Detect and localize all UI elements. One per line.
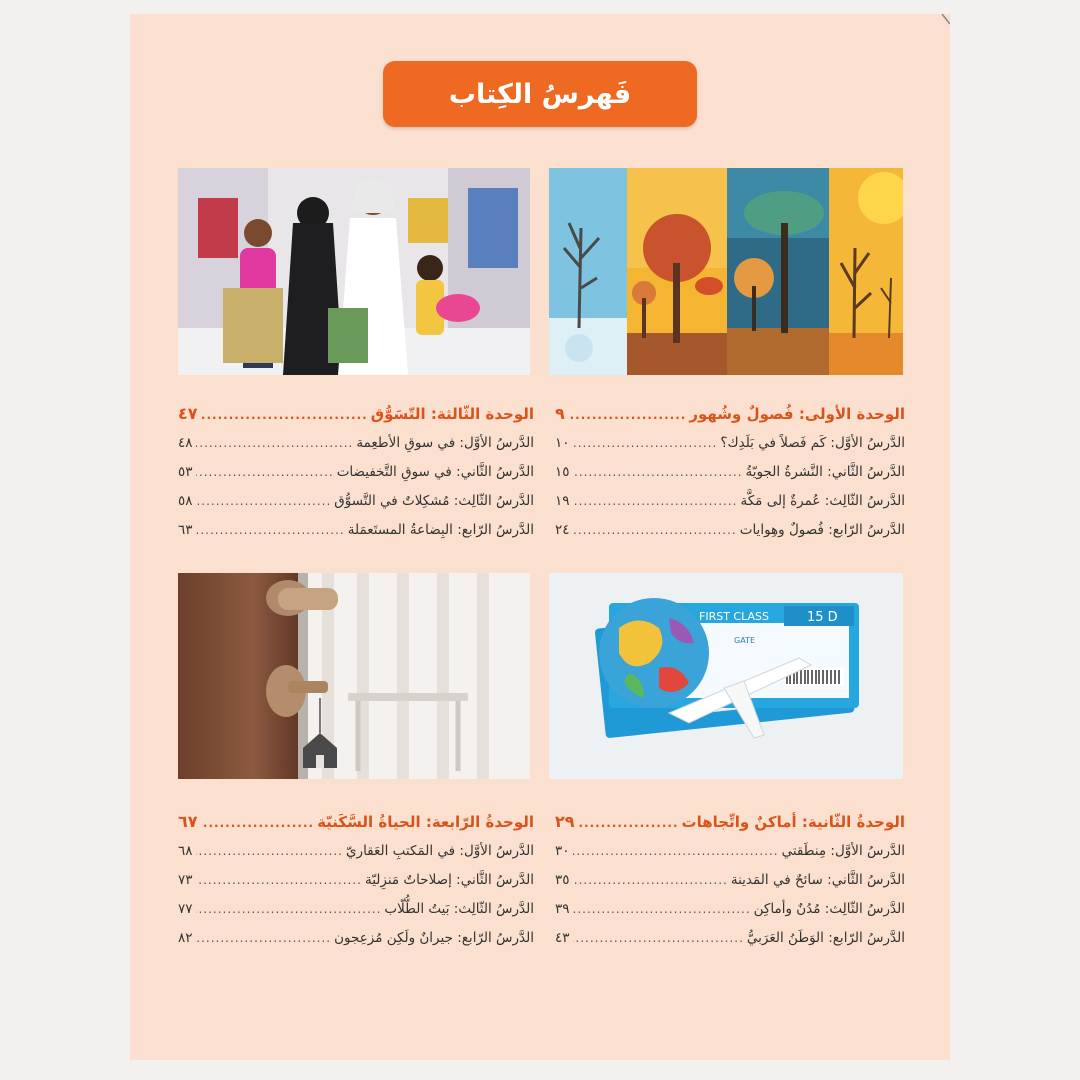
unit2-title-row[interactable]: [555, 812, 905, 843]
unit1-toc: [555, 404, 905, 551]
lesson-row[interactable]: [178, 872, 534, 901]
unit3-title-row[interactable]: [178, 404, 534, 435]
lesson-page-number: ٨٢: [178, 930, 193, 946]
unit3-title: الوحدة الثّالثة: التّسَوُّق: [370, 405, 534, 423]
unit1-seasons-image: [549, 168, 903, 375]
lesson-page-number: ١٩: [555, 493, 570, 509]
lesson-row[interactable]: [555, 522, 905, 551]
lesson-page-number: ٦٨: [178, 843, 193, 859]
dot-leader: [196, 436, 354, 450]
unit3-page-number: ٤٧: [178, 404, 198, 423]
dot-leader: [196, 494, 332, 508]
dot-leader: [568, 408, 687, 422]
dot-leader: [573, 902, 751, 916]
lesson-label: الدَّرسُ الثَّاني: النَّشرةُ الجويّةُ: [745, 464, 905, 480]
lesson-label: الدَّرسُ الأوَّل: مِنطَقتي: [781, 843, 905, 859]
lesson-row[interactable]: [178, 464, 534, 493]
lesson-page-number: ٤٣: [555, 930, 570, 946]
lesson-row[interactable]: [178, 930, 534, 959]
unit4-toc: [178, 812, 534, 959]
dot-leader: [573, 465, 743, 479]
ticket-seat-text: 15 D: [807, 610, 838, 625]
unit1-title: الوحدة الأولى: فُصولٌ وشُهور: [689, 405, 905, 423]
ticket-gate-text: GATE: [734, 636, 755, 645]
lesson-page-number: ١٠: [555, 435, 570, 451]
dot-leader: [573, 494, 738, 508]
lesson-label: الدَّرسُ الرّابع: البِضاعةُ المستَعمَلة: [347, 522, 534, 538]
unit2-page-number: ٢٩: [555, 812, 575, 831]
dot-leader: [201, 816, 315, 830]
lesson-label: الدَّرسُ الأوَّل: في المَكتبِ العَقاريّ: [345, 843, 534, 859]
lesson-page-number: ٢٤: [555, 522, 570, 538]
lesson-row[interactable]: [178, 522, 534, 551]
lesson-page-number: ٥٣: [178, 464, 193, 480]
lesson-row[interactable]: [178, 435, 534, 464]
page-title: فَهرسُ الكِتاب: [383, 61, 697, 127]
lesson-label: الدَّرسُ الثّالِث: مُدُنٌ وأماكِن: [753, 901, 905, 917]
unit3-toc: [178, 404, 534, 551]
ticket-class-text: FIRST CLASS: [699, 610, 769, 623]
unit2-travel-image: [549, 573, 903, 779]
dot-leader: [573, 931, 744, 945]
dot-leader: [196, 465, 334, 479]
lesson-label: الدَّرسُ الثَّاني: إصلاحاتٌ مَنزِليّة: [364, 872, 534, 888]
lesson-label: الدَّرسُ الأوَّل: في سوقِ الأطعِمة: [356, 435, 534, 451]
lesson-page-number: ٦٣: [178, 522, 193, 538]
dot-leader: [573, 523, 737, 537]
unit4-home-image: [178, 573, 530, 779]
dot-leader: [196, 931, 332, 945]
unit2-title: الوحدةُ الثّانية: أماكنٌ واتِّجاهات: [681, 813, 905, 831]
lesson-page-number: ٥٨: [178, 493, 193, 509]
lesson-row[interactable]: [178, 901, 534, 930]
lesson-label: الدَّرسُ الثّالِث: بَيتُ الطُّلّاب: [384, 901, 534, 917]
lesson-label: الدَّرسُ الثَّاني: سائحٌ في المَدينة: [730, 872, 905, 888]
dot-leader: [578, 816, 679, 830]
lesson-page-number: ٧٧: [178, 901, 193, 917]
lesson-page-number: ٣٩: [555, 901, 570, 917]
lesson-row[interactable]: [555, 901, 905, 930]
lesson-label: الدَّرسُ الرّابع: جيرانٌ ولَكِن مُزعِجون: [334, 930, 534, 946]
unit4-title: الوحدةُ الرّابعة: الحياةُ السَّكَنيّة: [317, 813, 534, 831]
lesson-label: الدَّرسُ الأوَّل: كَم فَصلاً في بَلَدِك؟: [720, 435, 905, 451]
lesson-row[interactable]: [555, 464, 905, 493]
lesson-label: الدَّرسُ الرّابع: الوَطَنُ العَرَبيُّ: [746, 930, 905, 946]
unit4-page-number: ٦٧: [178, 812, 198, 831]
lesson-page-number: ١٥: [555, 464, 570, 480]
lesson-row[interactable]: [555, 435, 905, 464]
lesson-label: الدَّرسُ الثّالِث: مُشكِلاتٌ في التَّسوُّق: [334, 493, 534, 509]
lesson-row[interactable]: [178, 843, 534, 872]
unit2-toc: [555, 812, 905, 959]
dot-leader: [196, 873, 362, 887]
lesson-label: الدَّرسُ الثَّاني: في سوقِ التَّخفيضات: [336, 464, 534, 480]
lesson-row[interactable]: [555, 843, 905, 872]
lesson-label: الدَّرسُ الرّابع: فُصولٌ وهِوايات: [739, 522, 905, 538]
unit1-page-number: ٩: [555, 404, 565, 423]
unit3-shopping-image: [178, 168, 530, 375]
dot-leader: [573, 873, 728, 887]
unit1-title-row[interactable]: [555, 404, 905, 435]
lesson-page-number: ٧٣: [178, 872, 193, 888]
dot-leader: [573, 844, 779, 858]
dot-leader: [201, 408, 368, 422]
lesson-page-number: ٣٥: [555, 872, 570, 888]
dot-leader: [196, 902, 382, 916]
lesson-row[interactable]: [555, 930, 905, 959]
lesson-page-number: ٤٨: [178, 435, 193, 451]
lesson-row[interactable]: [178, 493, 534, 522]
page-corner-mark: [920, 14, 950, 30]
dot-leader: [196, 844, 343, 858]
dot-leader: [196, 523, 345, 537]
dot-leader: [573, 436, 718, 450]
lesson-row[interactable]: [555, 493, 905, 522]
lesson-row[interactable]: [555, 872, 905, 901]
unit4-title-row[interactable]: [178, 812, 534, 843]
lesson-page-number: ٣٠: [555, 843, 570, 859]
lesson-label: الدَّرسُ الثّالِث: عُمرةٌ إلى مَكَّة: [740, 493, 905, 509]
